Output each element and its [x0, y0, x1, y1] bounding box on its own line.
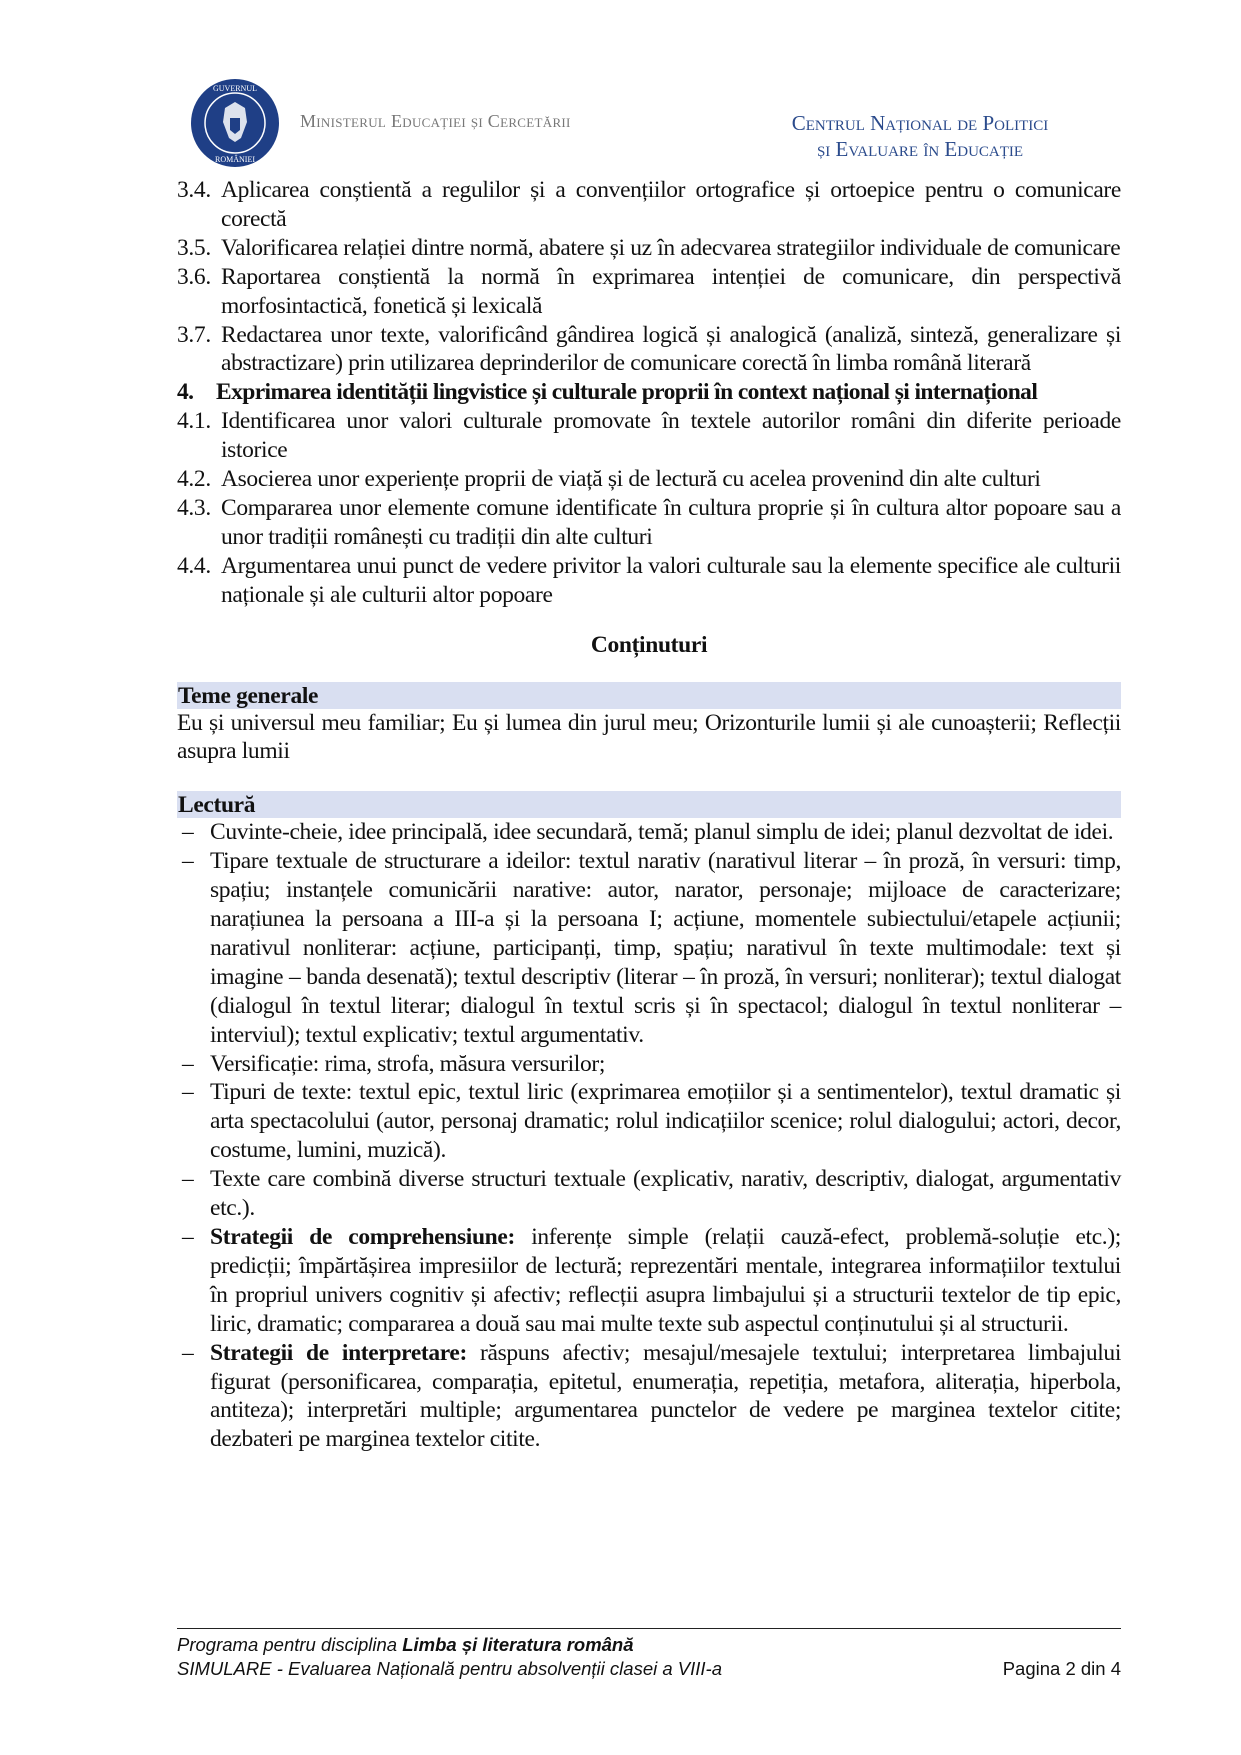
- item-text: Compararea unor elemente comune identificate în cultura proprie și în cultura altor popoare sau a unor tradiții românești cu tradiții din alte culturi: [221, 494, 1121, 550]
- item-text: [210, 847, 1121, 1049]
- competence-item: [177, 234, 1121, 263]
- item-body: răspuns afectiv; mesajul/mesajele textului; interpretarea limbajului figurat (personificarea, comparația, epitetul, enumerația, repetiția, metafora, aliterația, hiperbola, antiteza); interpretări multiple; argumentarea punctelor de vedere pe marginea textelor citite; dezbateri pe marginea textelor citite.: [210, 1339, 1121, 1453]
- teme-text: Eu și universul meu familiar; Eu și lumea din jurul meu; Orizonturile lumii și ale cunoașterii; Reflecții asupra lumii: [177, 709, 1121, 765]
- competence-item: [177, 407, 1121, 465]
- lectura-heading: Lectură: [177, 791, 1121, 818]
- contents-title: Conținuturi: [590, 631, 708, 658]
- dash-bullet: –: [182, 1079, 194, 1106]
- dash-bullet: –: [182, 1224, 194, 1250]
- lectura-item: [177, 847, 1121, 1049]
- competence-item: [177, 552, 1121, 610]
- item-text: [210, 1078, 1121, 1165]
- item-text: Valorificarea relației dintre normă, abatere și uz în adecvarea strategiilor individuale de comunicare: [221, 234, 1121, 261]
- item-text: Exprimarea identității lingvistice și culturale proprii în context național și internațional: [216, 379, 1038, 406]
- document-body: [177, 176, 1121, 1454]
- dash-bullet: –: [182, 1166, 194, 1193]
- page-header: [0, 0, 1241, 175]
- svg-text:GUVERNUL: GUVERNUL: [213, 84, 257, 93]
- lectura-item: [177, 1339, 1121, 1455]
- center-name-line1: Centrul Național de Politici: [791, 111, 1049, 135]
- center-name: [740, 110, 1100, 162]
- item-body: inferențe simple (relații cauză-efect, problemă-soluție etc.); predicții; împărtășirea impresiilor de lectură; reprezentări mentale, integrarea informațiilor textului în propriul univers cognitiv și afectiv; reflecții asupra limbajului și a structurii textelor de tip epic, liric, dramatic; compararea a două sau mai multe texte sub aspectul conținutului și al structurii.: [210, 1224, 1121, 1337]
- footer-program-prefix: Programa pentru disciplina: [177, 1634, 403, 1655]
- item-body: Cuvinte-cheie, idee principală, idee secundară, temă; planul simplu de idei; planul dezvoltat de idei.: [210, 819, 1114, 846]
- item-number: 4.1.: [177, 408, 211, 435]
- item-body: Tipare textuale de structurare a ideilor: textul narativ (narativul literar – în proză, în versuri: timp, spațiu; instanțele comunicării narative: autor, narator, personaje; mijloace de caracterizare; narațiunea la persoana a III-a și la persoana I; acțiune, momentele subiectului/etapele acțiunii; narativul nonliterar: acțiune, participanți, timp, spațiu; narativul în texte multimodale: text și imagine – banda desenată); textul descriptiv (literar – în proză, în versuri; nonliterar); textul dialogat (dialogul în textul literar; dialogul în textul scris și în spectacol; dialogul în textul nonliterar – interviul); textul explicativ; textul argumentativ.: [210, 848, 1121, 1048]
- competence-item: [177, 176, 1121, 234]
- competence-item: [177, 465, 1121, 494]
- item-text: Aplicarea conștientă a regulilor și a convențiilor ortografice și ortoepice pentru o comunicare corectă: [221, 177, 1121, 232]
- item-text: [210, 1165, 1121, 1223]
- item-text: Asocierea unor experiențe proprii de viață și de lectură cu acelea provenind din alte culturi: [221, 466, 1041, 493]
- item-text: Identificarea unor valori culturale promovate în textele autorilor români din diferite perioade istorice: [221, 408, 1121, 464]
- item-number: 4.3.: [177, 494, 211, 521]
- dash-bullet: –: [182, 1050, 194, 1077]
- item-text: Redactarea unor texte, valorificând gândirea logică și analogică (analiză, sinteză, generalizare și abstractizare) prin utilizarea deprinderilor de comunicare corectă în limba română literară: [221, 321, 1121, 377]
- item-text: Argumentarea unui punct de vedere privitor la valori culturale sau la elemente specifice ale culturii naționale și ale culturii altor popoare: [221, 552, 1121, 608]
- ministry-name: Ministerul Educației și Cercetării: [300, 111, 571, 131]
- lectura-list: [177, 818, 1121, 1454]
- footer-program: [177, 1633, 634, 1657]
- center-name-line2: și Evaluare în Educație: [816, 137, 1024, 161]
- competence-item: [177, 494, 1121, 552]
- item-text: [210, 818, 1121, 847]
- lectura-item: [177, 1165, 1121, 1223]
- lectura-item: [177, 818, 1121, 847]
- lectura-item: [177, 1223, 1121, 1339]
- competence-item: [177, 321, 1121, 379]
- item-bold-label: Strategii de interpretare:: [210, 1339, 467, 1366]
- item-text: [210, 1050, 1121, 1079]
- dash-bullet: –: [182, 848, 194, 875]
- item-number: 3.7.: [177, 321, 211, 348]
- footer-exam: SIMULARE - Evaluarea Națională pentru absolvenții clasei a VIII-a: [177, 1658, 722, 1679]
- item-number: 3.4.: [177, 177, 211, 203]
- competence-item: [177, 263, 1121, 321]
- item-text: [210, 1223, 1121, 1339]
- item-body: Texte care combină diverse structuri textuale (explicativ, narativ, descriptiv, dialogat, argumentativ etc.).: [210, 1166, 1121, 1222]
- dash-bullet: –: [182, 1339, 194, 1366]
- item-body: Tipuri de texte: textul epic, textul liric (exprimarea emoțiilor și a sentimentelor), textul dramatic și arta spectacolului (autor, personaj dramatic; rolul indicațiilor scenice; rolul dialogului; actori, decor, costume, lumini, muzică).: [210, 1079, 1121, 1164]
- general-competence-heading: [177, 378, 1121, 407]
- item-number: 3.6.: [177, 263, 211, 290]
- dash-bullet: –: [182, 819, 194, 846]
- item-number: 3.5.: [177, 234, 211, 261]
- page-footer: [177, 1628, 1121, 1681]
- item-body: Versificație: rima, strofa, măsura versurilor;: [210, 1050, 606, 1077]
- government-seal-logo: [190, 78, 280, 168]
- footer-subject: Limba și literatura română: [402, 1634, 634, 1655]
- svg-text:ROMÂNIEI: ROMÂNIEI: [215, 155, 255, 164]
- item-number: 4.2.: [177, 466, 211, 493]
- page-number: Pagina 2 din 4: [1002, 1658, 1121, 1679]
- lectura-item: [177, 1078, 1121, 1165]
- lectura-item: [177, 1050, 1121, 1079]
- item-number: 4.: [177, 379, 194, 406]
- item-bold-label: Strategii de comprehensiune:: [210, 1224, 515, 1250]
- item-number: 4.4.: [177, 552, 211, 579]
- item-text: [210, 1339, 1121, 1455]
- item-text: Raportarea conștientă la normă în exprimarea intenției de comunicare, din perspectivă morfosintactică, fonetică și lexicală: [221, 263, 1121, 319]
- teme-heading: Teme generale: [177, 682, 1121, 709]
